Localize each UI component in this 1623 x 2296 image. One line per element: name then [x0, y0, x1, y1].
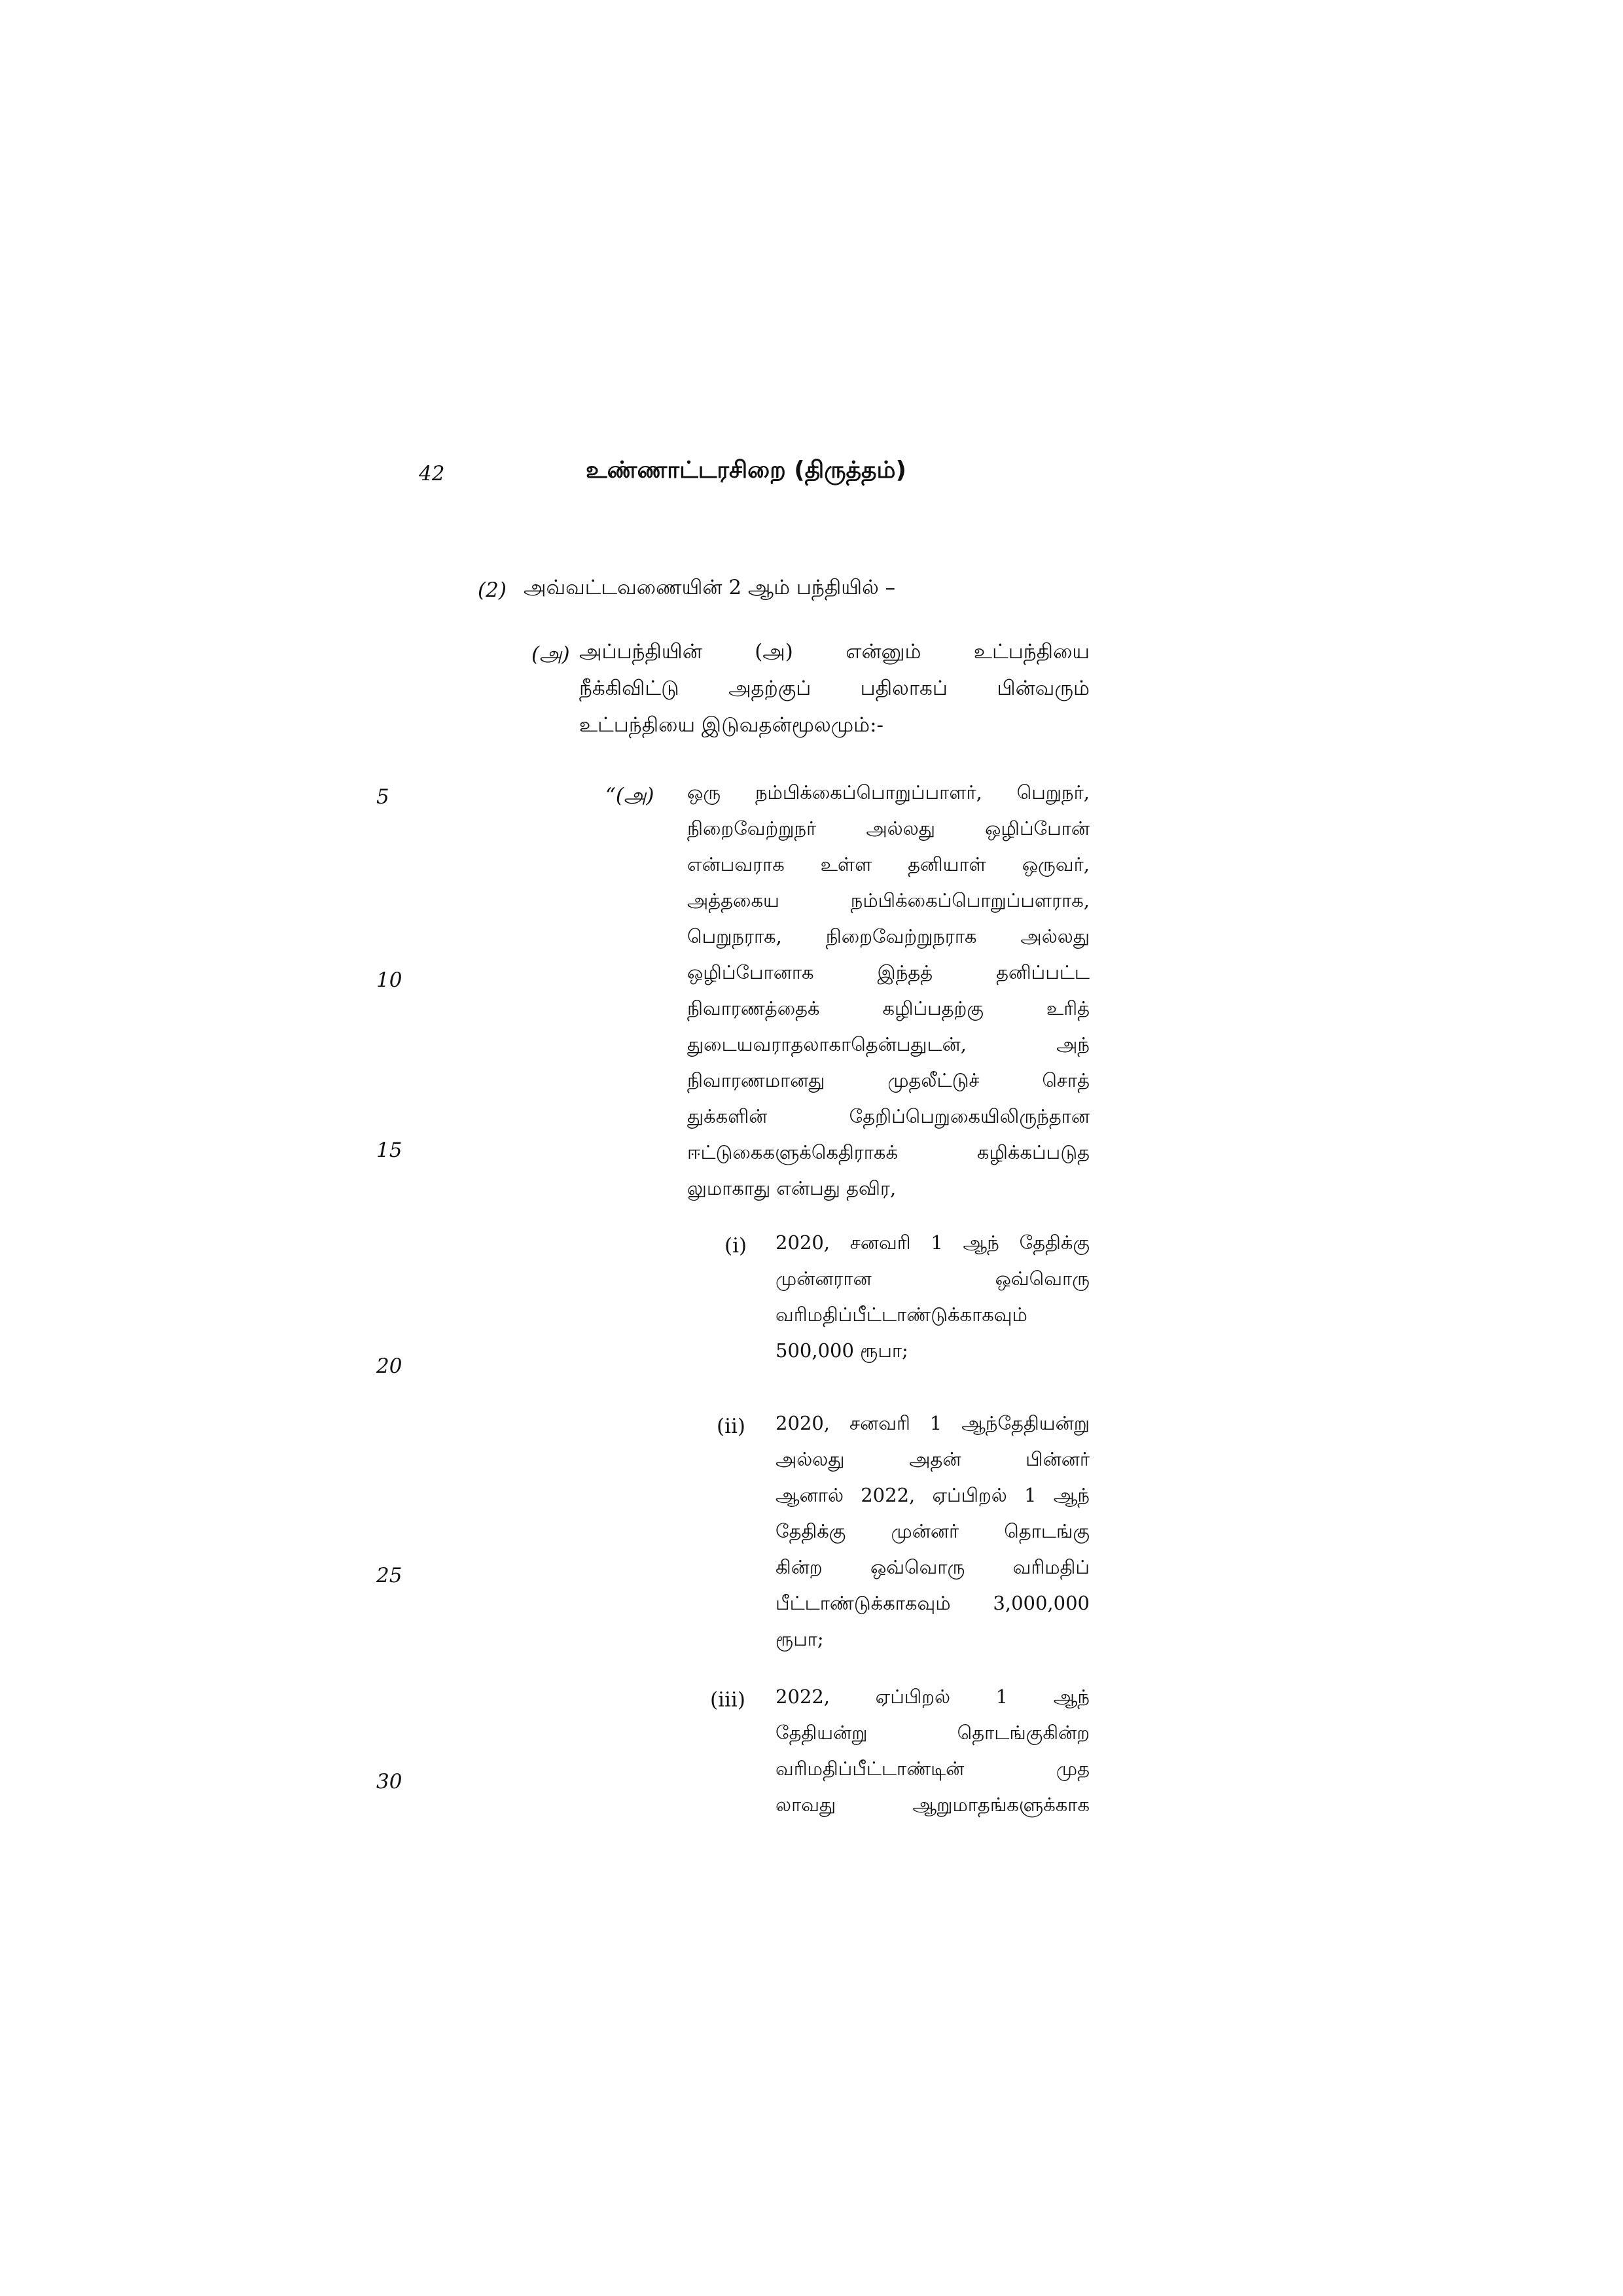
subclause-a-line: துக்களின் தேறிப்பெறுகையிலிருந்தான: [687, 1105, 1090, 1127]
item-iii-line: லாவது ஆறுமாதங்களுக்காக: [776, 1793, 1090, 1816]
item-ii-line: கின்ற ஒவ்வொரு வரிமதிப்: [776, 1556, 1090, 1578]
line-number: 30: [376, 1770, 402, 1793]
item-ii-line: தேதிக்கு முன்னர் தொடங்கு: [776, 1520, 1090, 1542]
item-i-line: 500,000 ரூபா;: [776, 1339, 908, 1362]
subclause-a-text: [687, 775, 1090, 1207]
subclause-a-line: ஈட்டுகைகளுக்கெதிராகக் கழிக்கப்படுத: [687, 1141, 1090, 1163]
clause-a-line: அப்பந்தியின் (அ) என்னும் உட்பந்தியை: [579, 640, 1090, 663]
item-iii-line: வரிமதிப்பீட்டாண்டின் முத: [776, 1757, 1090, 1780]
subclause-a-label: “(அ): [605, 784, 654, 807]
item-ii-line: பீட்டாண்டுக்காகவும் 3,000,000: [776, 1592, 1090, 1614]
item-ii-line: ரூபா;: [776, 1628, 824, 1650]
item-ii-label: (ii): [717, 1415, 746, 1438]
subclause-a-line: நிறைவேற்றுநர் அல்லது ஒழிப்போன்: [687, 817, 1090, 839]
subclause-a-line: நிவாரணத்தைக் கழிப்பதற்கு உரித்: [687, 997, 1090, 1019]
clause-a-line: நீக்கிவிட்டு அதற்குப் பதிலாகப் பின்வரும்: [579, 677, 1090, 700]
item-i-line: வரிமதிப்பீட்டாண்டுக்காகவும்: [776, 1303, 1027, 1326]
item-iii-text: [776, 1679, 1090, 1823]
item-i-text: [776, 1225, 1090, 1369]
item-ii-line: அல்லது அதன் பின்னர்: [776, 1448, 1090, 1470]
subclause-a-line: துடையவராதலாகாதென்பதுடன், அந்: [687, 1033, 1090, 1055]
page-title: உண்ணாட்டரசிறை (திருத்தம்): [586, 457, 906, 484]
line-number: 25: [376, 1564, 402, 1587]
subclause-a-line: ஒரு நம்பிக்கைப்பொறுப்பாளர், பெறுநர்,: [687, 781, 1090, 804]
subclause-a-line: பெறுநராக, நிறைவேற்றுநராக அல்லது: [687, 925, 1090, 947]
subclause-a-line: நிவாரணமானது முதலீட்டுச் சொத்: [687, 1069, 1090, 1091]
item-ii-line: 2020, சனவரி 1 ஆந்தேதியன்று: [776, 1412, 1090, 1434]
subclause-a-line: லுமாகாது என்பது தவிர,: [687, 1177, 897, 1199]
line-number: 20: [376, 1354, 402, 1378]
section-text: அவ்வட்டவணையின் 2 ஆம் பந்தியில் –: [524, 576, 896, 599]
section-label: (2): [478, 578, 507, 602]
item-ii-line: ஆனால் 2022, ஏப்பிறல் 1 ஆந்: [776, 1484, 1090, 1506]
item-i-line: முன்னரான ஒவ்வொரு: [776, 1267, 1090, 1290]
line-number: 15: [376, 1139, 402, 1162]
item-iii-line: தேதியன்று தொடங்குகின்ற: [776, 1722, 1090, 1744]
line-number: 5: [376, 785, 389, 809]
item-ii-text: [776, 1405, 1090, 1657]
item-i-line: 2020, சனவரி 1 ஆந் தேதிக்கு: [776, 1231, 1090, 1254]
clause-a-line: உட்பந்தியை இடுவதன்மூலமும்:-: [579, 713, 884, 737]
subclause-a-line: அத்தகைய நம்பிக்கைப்பொறுப்பளராக,: [687, 889, 1090, 911]
clause-a-label: (அ): [531, 643, 570, 666]
page-number: 42: [419, 462, 445, 486]
item-iii-label: (iii): [710, 1688, 745, 1712]
item-i-label: (i): [724, 1234, 747, 1258]
subclause-a-line: என்பவராக உள்ள தனியாள் ஒருவர்,: [687, 853, 1090, 875]
line-number: 10: [376, 968, 402, 992]
subclause-a-line: ஒழிப்போனாக இந்தத் தனிப்பட்ட: [687, 961, 1090, 983]
item-iii-line: 2022, ஏப்பிறல் 1 ஆந்: [776, 1686, 1090, 1708]
clause-a-text: [579, 633, 1090, 743]
